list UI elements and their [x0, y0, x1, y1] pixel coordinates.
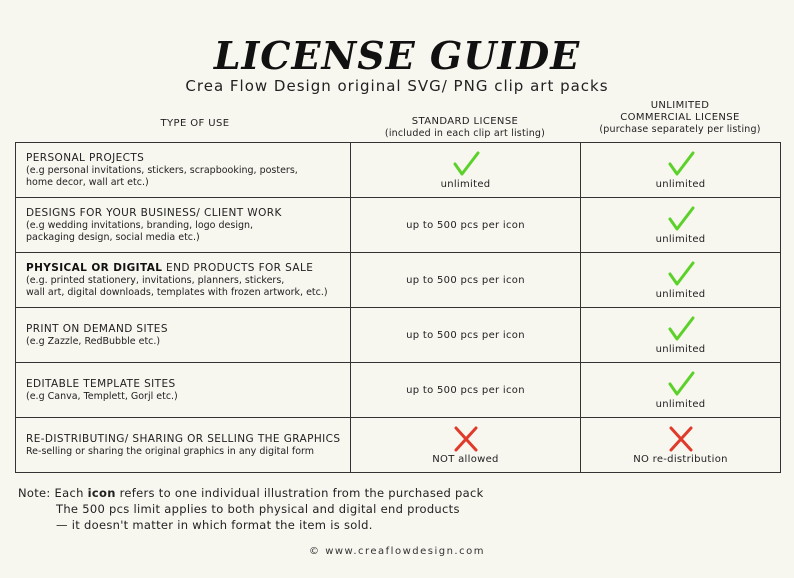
table-row	[16, 253, 781, 308]
header-unlimited-license	[580, 100, 780, 136]
standard-license-cell	[351, 418, 581, 473]
note-suffix: refers to one individual illustration from the purchased pack	[115, 486, 484, 500]
check-icon	[666, 150, 696, 178]
standard-license-text: up to 500 pcs per icon	[406, 384, 525, 396]
type-of-use-cell	[16, 253, 351, 308]
cross-icon	[451, 425, 481, 453]
note-line-1	[18, 485, 484, 501]
use-title	[26, 323, 350, 336]
standard-license-text: up to 500 pcs per icon	[406, 274, 525, 286]
unlimited-license-text: unlimited	[655, 234, 706, 245]
type-of-use-cell	[16, 308, 351, 363]
check-icon	[666, 260, 696, 288]
table-row	[16, 143, 781, 198]
use-title-text: EDITABLE TEMPLATE SITES	[26, 377, 176, 390]
note-line-2: The 500 pcs limit applies to both physical and digital end products	[56, 502, 460, 516]
check-icon	[451, 150, 481, 178]
unlimited-license-cell	[581, 363, 781, 418]
table-row	[16, 198, 781, 253]
standard-license-text: unlimited	[440, 179, 491, 190]
cross-icon	[666, 425, 696, 453]
header-unlimited-line2: COMMERCIAL LICENSE	[620, 112, 740, 123]
unlimited-license-cell	[581, 198, 781, 253]
type-of-use-cell	[16, 143, 351, 198]
unlimited-license-cell	[581, 143, 781, 198]
table-row	[16, 308, 781, 363]
unlimited-license-text: unlimited	[655, 344, 706, 355]
type-of-use-cell	[16, 363, 351, 418]
header-standard-sub: (included in each clip art listing)	[384, 128, 546, 139]
use-title	[26, 152, 350, 165]
standard-license-cell	[351, 308, 581, 363]
standard-license-cell	[351, 198, 581, 253]
unlimited-license-text: NO re-distribution	[633, 454, 728, 465]
table-row	[16, 363, 781, 418]
standard-license-cell	[351, 253, 581, 308]
note-line-3: — it doesn't matter in which format the item is sold.	[56, 518, 373, 532]
type-of-use-cell	[16, 198, 351, 253]
unlimited-license-cell	[581, 253, 781, 308]
use-title-text: PRINT ON DEMAND SITES	[26, 322, 168, 335]
unlimited-license-cell	[581, 418, 781, 473]
use-title-text: RE-DISTRIBUTING/ SHARING OR SELLING THE GRAPHICS	[26, 432, 341, 445]
use-title-text: DESIGNS FOR YOUR BUSINESS/ CLIENT WORK	[26, 206, 282, 219]
table-row	[16, 418, 781, 473]
page-subtitle: Crea Flow Design original SVG/ PNG clip art packs	[185, 77, 609, 95]
header-unlimited-sub: (purchase separately per listing)	[599, 124, 761, 135]
use-description: (e.g Zazzle, RedBubble etc.)	[26, 335, 161, 347]
footer-website: © www.creaflowdesign.com	[309, 546, 485, 557]
note-bold: icon	[87, 486, 116, 500]
standard-license-cell	[351, 143, 581, 198]
page-title: LICENSE GUIDE	[213, 33, 581, 78]
unlimited-license-text: unlimited	[655, 399, 706, 410]
use-description: (e.g personal invitations, stickers, scrapbooking, posters, home decor, wall art etc.)	[26, 164, 298, 188]
license-table	[15, 142, 781, 473]
header-standard-title: STANDARD LICENSE	[411, 116, 519, 127]
use-description: (e.g. printed stationery, invitations, planners, stickers, wall art, digital downloads, templates with frozen artwork, etc.)	[26, 274, 328, 298]
header-unlimited-line1: UNLIMITED	[650, 100, 710, 111]
use-title	[26, 207, 350, 220]
use-title-bold: PHYSICAL OR DIGITAL	[26, 261, 163, 274]
check-icon	[666, 205, 696, 233]
check-icon	[666, 370, 696, 398]
use-description: Re-selling or sharing the original graphics in any digital form	[26, 445, 315, 457]
use-title-text: END PRODUCTS FOR SALE	[162, 261, 314, 274]
use-title-text: PERSONAL PROJECTS	[26, 151, 145, 164]
use-description: (e.g Canva, Templett, Gorjl etc.)	[26, 390, 178, 402]
standard-license-text: NOT allowed	[432, 454, 499, 465]
standard-license-text: up to 500 pcs per icon	[406, 329, 525, 341]
unlimited-license-text: unlimited	[655, 179, 706, 190]
check-icon	[666, 315, 696, 343]
note-prefix: Note: Each	[18, 486, 88, 500]
type-of-use-cell	[16, 418, 351, 473]
header-type-of-use	[105, 118, 285, 130]
use-title	[26, 378, 350, 391]
header-standard-license	[350, 116, 580, 140]
use-description: (e.g wedding invitations, branding, logo design, packaging design, social media etc.)	[26, 219, 254, 243]
notes	[18, 485, 484, 533]
unlimited-license-cell	[581, 308, 781, 363]
use-title	[26, 433, 350, 446]
standard-license-cell	[351, 363, 581, 418]
unlimited-license-text: unlimited	[655, 289, 706, 300]
use-title	[26, 262, 350, 275]
standard-license-text: up to 500 pcs per icon	[406, 219, 525, 231]
header-type-of-use-label: TYPE OF USE	[160, 118, 230, 129]
